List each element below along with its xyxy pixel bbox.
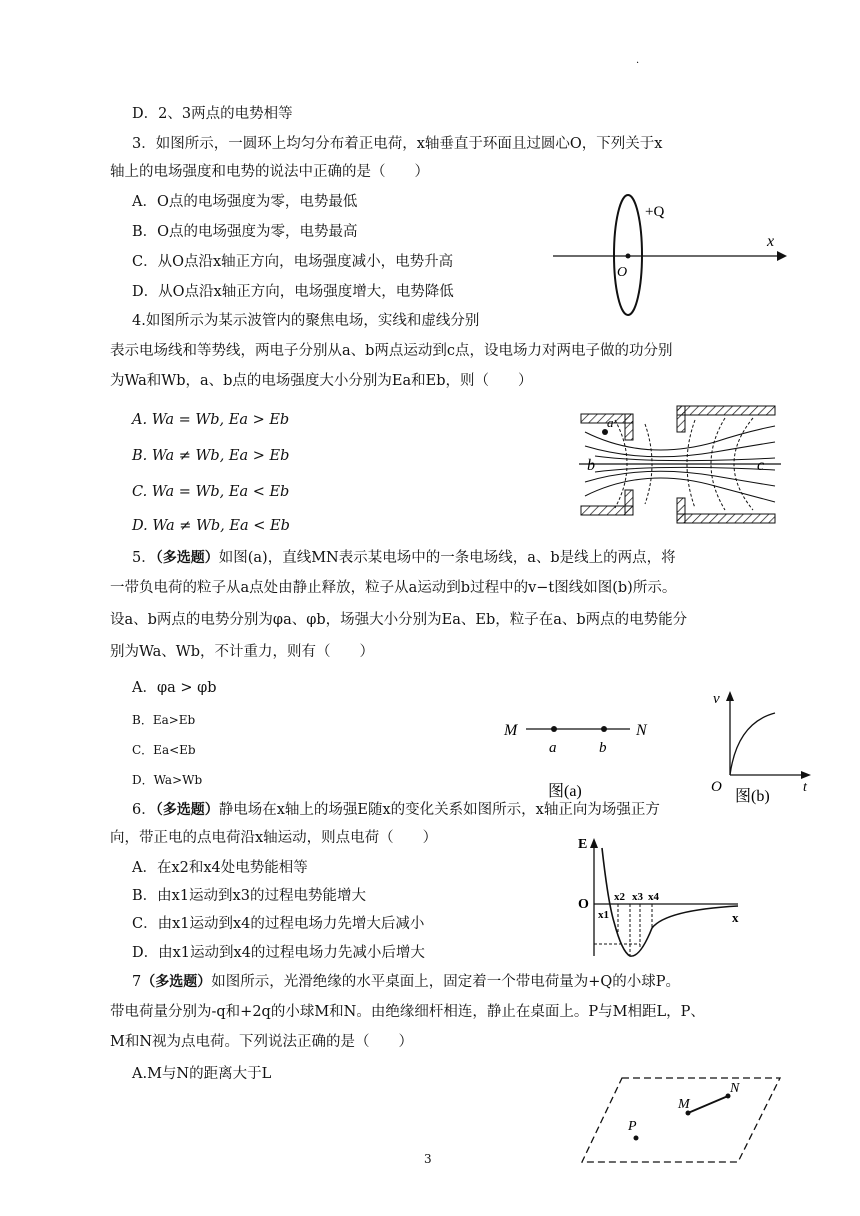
question-7-text: 如图所示，光滑绝缘的水平桌面上，固定着一个带电荷量为+Q的小球P。 [211, 974, 681, 990]
page-number: 3 [424, 1152, 432, 1166]
figure-charged-ring [545, 190, 795, 320]
option-q5-a: A．φa > φb [132, 680, 217, 696]
ex-x3-label: x3 [632, 891, 643, 903]
question-5-stem-cont3: 别为Wa、Wb，不计重力，则有（ ） [110, 644, 374, 660]
table-M-label: M [678, 1097, 690, 1112]
line-b-label: b [599, 740, 607, 756]
question-5-stem-cont: 一带负电荷的粒子从a点处由静止释放，粒子从a运动到b过程中的v−t图线如图(b)所示。 [110, 580, 677, 596]
ring-charge-label: +Q [645, 204, 665, 220]
figure-e-x-graph [572, 832, 747, 964]
question-6-tag: （多选题） [155, 802, 219, 818]
ex-x1-label: x1 [598, 909, 609, 921]
vt-y-label: v [713, 691, 720, 707]
question-7-tag: （多选题） [141, 974, 212, 990]
question-4-stem-cont2: 为Wa和Wb，a、b点的电场强度大小分别为Ea和Eb，则（ ） [110, 373, 533, 389]
figure-focusing-field [575, 402, 785, 532]
table-P-label: P [628, 1119, 637, 1134]
option-q3-b: B．O点的电场强度为零，电势最高 [132, 224, 358, 240]
question-6-number: 6． [132, 802, 156, 818]
question-3-stem-cont: 轴上的电场强度和电势的说法中正确的是（ ） [110, 164, 429, 180]
ex-origin-label: O [578, 897, 589, 912]
tube-left-label: b [587, 457, 595, 474]
question-5-tag: （多选题） [155, 550, 219, 566]
question-5-text: 如图(a)，直线MN表示某电场中的一条电场线，a、b是线上的两点，将 [218, 550, 676, 566]
line-a-label: a [549, 740, 557, 756]
page-marker: · [636, 58, 640, 69]
option-q6-b: B．由x1运动到x3的过程电势能增大 [132, 888, 366, 904]
vt-x-label: t [803, 780, 807, 795]
question-3-stem: 3．如图所示，一圆环上均匀分布着正电荷，x轴垂直于环面且过圆心O，下列关于x [132, 136, 663, 152]
option-q4-d: D. Wa ≠ Wb, Ea < Eb [132, 518, 290, 534]
vt-origin-label: O [711, 779, 722, 795]
option-q5-b: B．Ea>Eb [132, 713, 196, 727]
figure-a-caption: 图(a) [548, 783, 582, 800]
question-7-stem [132, 972, 680, 992]
option-q5-d: D．Wa>Wb [132, 773, 203, 787]
figure-b-caption: 图(b) [735, 788, 770, 805]
table-N-label: N [730, 1081, 740, 1096]
figure-table-charges [578, 1070, 788, 1170]
option-q2-d: D．2、3两点的电势相等 [132, 106, 293, 122]
line-M-label: M [504, 722, 518, 739]
ring-origin-label: O [617, 265, 628, 280]
option-q4-a: A. Wa = Wb, Ea > Eb [132, 412, 290, 428]
question-6-text: 静电场在x轴上的场强E随x的变化关系如图所示，x轴正向为场强正方 [218, 802, 660, 818]
ex-y-label: E [578, 837, 588, 852]
tube-point-label: a [607, 415, 614, 430]
option-q3-d: D．从O点沿x轴正方向，电场强度增大，电势降低 [132, 284, 454, 300]
figure-vt-graph [705, 685, 815, 810]
figure-field-line [500, 712, 670, 807]
option-q7-a: A.M与N的距离大于L [132, 1066, 272, 1082]
option-q5-c: C．Ea<Eb [132, 743, 196, 757]
option-q4-b: B. Wa ≠ Wb, Ea > Eb [132, 448, 290, 464]
question-7-stem-cont2: M和N视为点电荷。下列说法正确的是（ ） [110, 1034, 414, 1050]
question-6-stem-cont: 向，带正电的点电荷沿x轴运动，则点电荷（ ） [110, 830, 438, 846]
ex-x4-label: x4 [648, 891, 659, 903]
question-5-stem-cont2: 设a、b两点的电势分别为φa、φb，场强大小分别为Ea、Eb，粒子在a、b两点的电势能分 [110, 612, 688, 628]
ex-x-label: x [732, 910, 739, 925]
ring-axis-label: x [767, 233, 775, 250]
tube-right-label: c [757, 457, 765, 474]
option-q3-c: C．从O点沿x轴正方向，电场强度减小，电势升高 [132, 254, 454, 270]
question-5-stem [132, 548, 676, 568]
line-N-label: N [636, 722, 647, 739]
option-q6-a: A．在x2和x4处电势能相等 [132, 860, 308, 876]
option-q4-c: C. Wa = Wb, Ea < Eb [132, 484, 290, 500]
question-4-stem-cont: 表示电场线和等势线，两电子分别从a、b两点运动到c点，设电场力对两电子做的功分别 [110, 343, 673, 359]
option-q3-a: A．O点的电场强度为零，电势最低 [132, 194, 358, 210]
ex-x2-label: x2 [614, 891, 625, 903]
option-q6-c: C．由x1运动到x4的过程电场力先增大后减小 [132, 916, 425, 932]
question-7-number: 7 [132, 974, 142, 990]
question-7-stem-cont: 带电荷量分别为-q和+2q的小球M和N。由绝缘细杆相连，静止在桌面上。P与M相距L，P、 [110, 1004, 705, 1020]
question-4-stem: 4.如图所示为某示波管内的聚焦电场，实线和虚线分别 [132, 313, 480, 329]
question-5-number: 5． [132, 550, 156, 566]
option-q6-d: D．由x1运动到x4的过程电场力先减小后增大 [132, 945, 425, 961]
